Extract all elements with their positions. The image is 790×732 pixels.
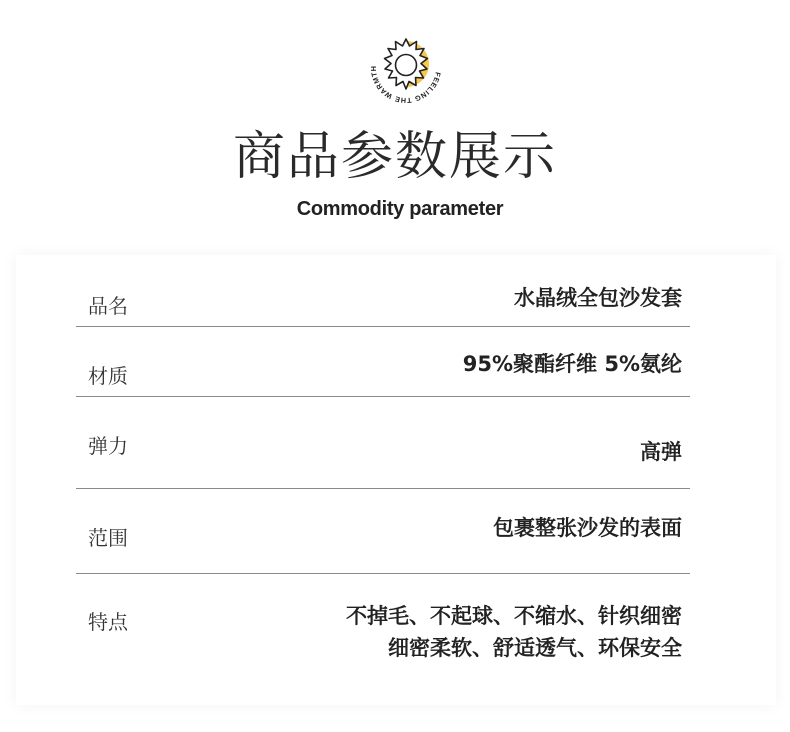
param-value-line: 包裹整张沙发的表面 (493, 516, 682, 540)
param-value-line: 细密柔软、舒适透气、环保安全 (388, 636, 682, 660)
param-row-features (76, 573, 690, 683)
param-row-elasticity (76, 396, 690, 489)
page-subtitle: Commodity parameter (296, 198, 504, 220)
param-value (463, 348, 682, 380)
sun-icon (366, 28, 446, 108)
param-row-scope (76, 488, 690, 574)
brand-logo (366, 28, 446, 108)
logo-ring-text: FEELING THE WARMTH (368, 65, 443, 106)
param-value (514, 282, 682, 314)
param-value-line: 高弹 (640, 440, 682, 464)
param-value-line: 95%聚酯纤维 5%氨纶 (462, 352, 682, 376)
param-row-name (76, 270, 690, 327)
param-label: 材质 (88, 364, 128, 388)
param-value-line: 不掉毛、不起球、不缩水、针织细密 (346, 604, 682, 628)
param-value (640, 436, 682, 468)
param-label: 品名 (88, 294, 128, 318)
param-label: 特点 (88, 610, 128, 634)
param-value (346, 600, 682, 664)
page-title: 商品参数展示 (232, 127, 557, 187)
param-label: 范围 (88, 526, 128, 550)
param-value-line: 水晶绒全包沙发套 (514, 286, 682, 310)
param-value (493, 512, 682, 544)
param-row-material (76, 326, 690, 397)
param-label: 弹力 (88, 434, 128, 458)
